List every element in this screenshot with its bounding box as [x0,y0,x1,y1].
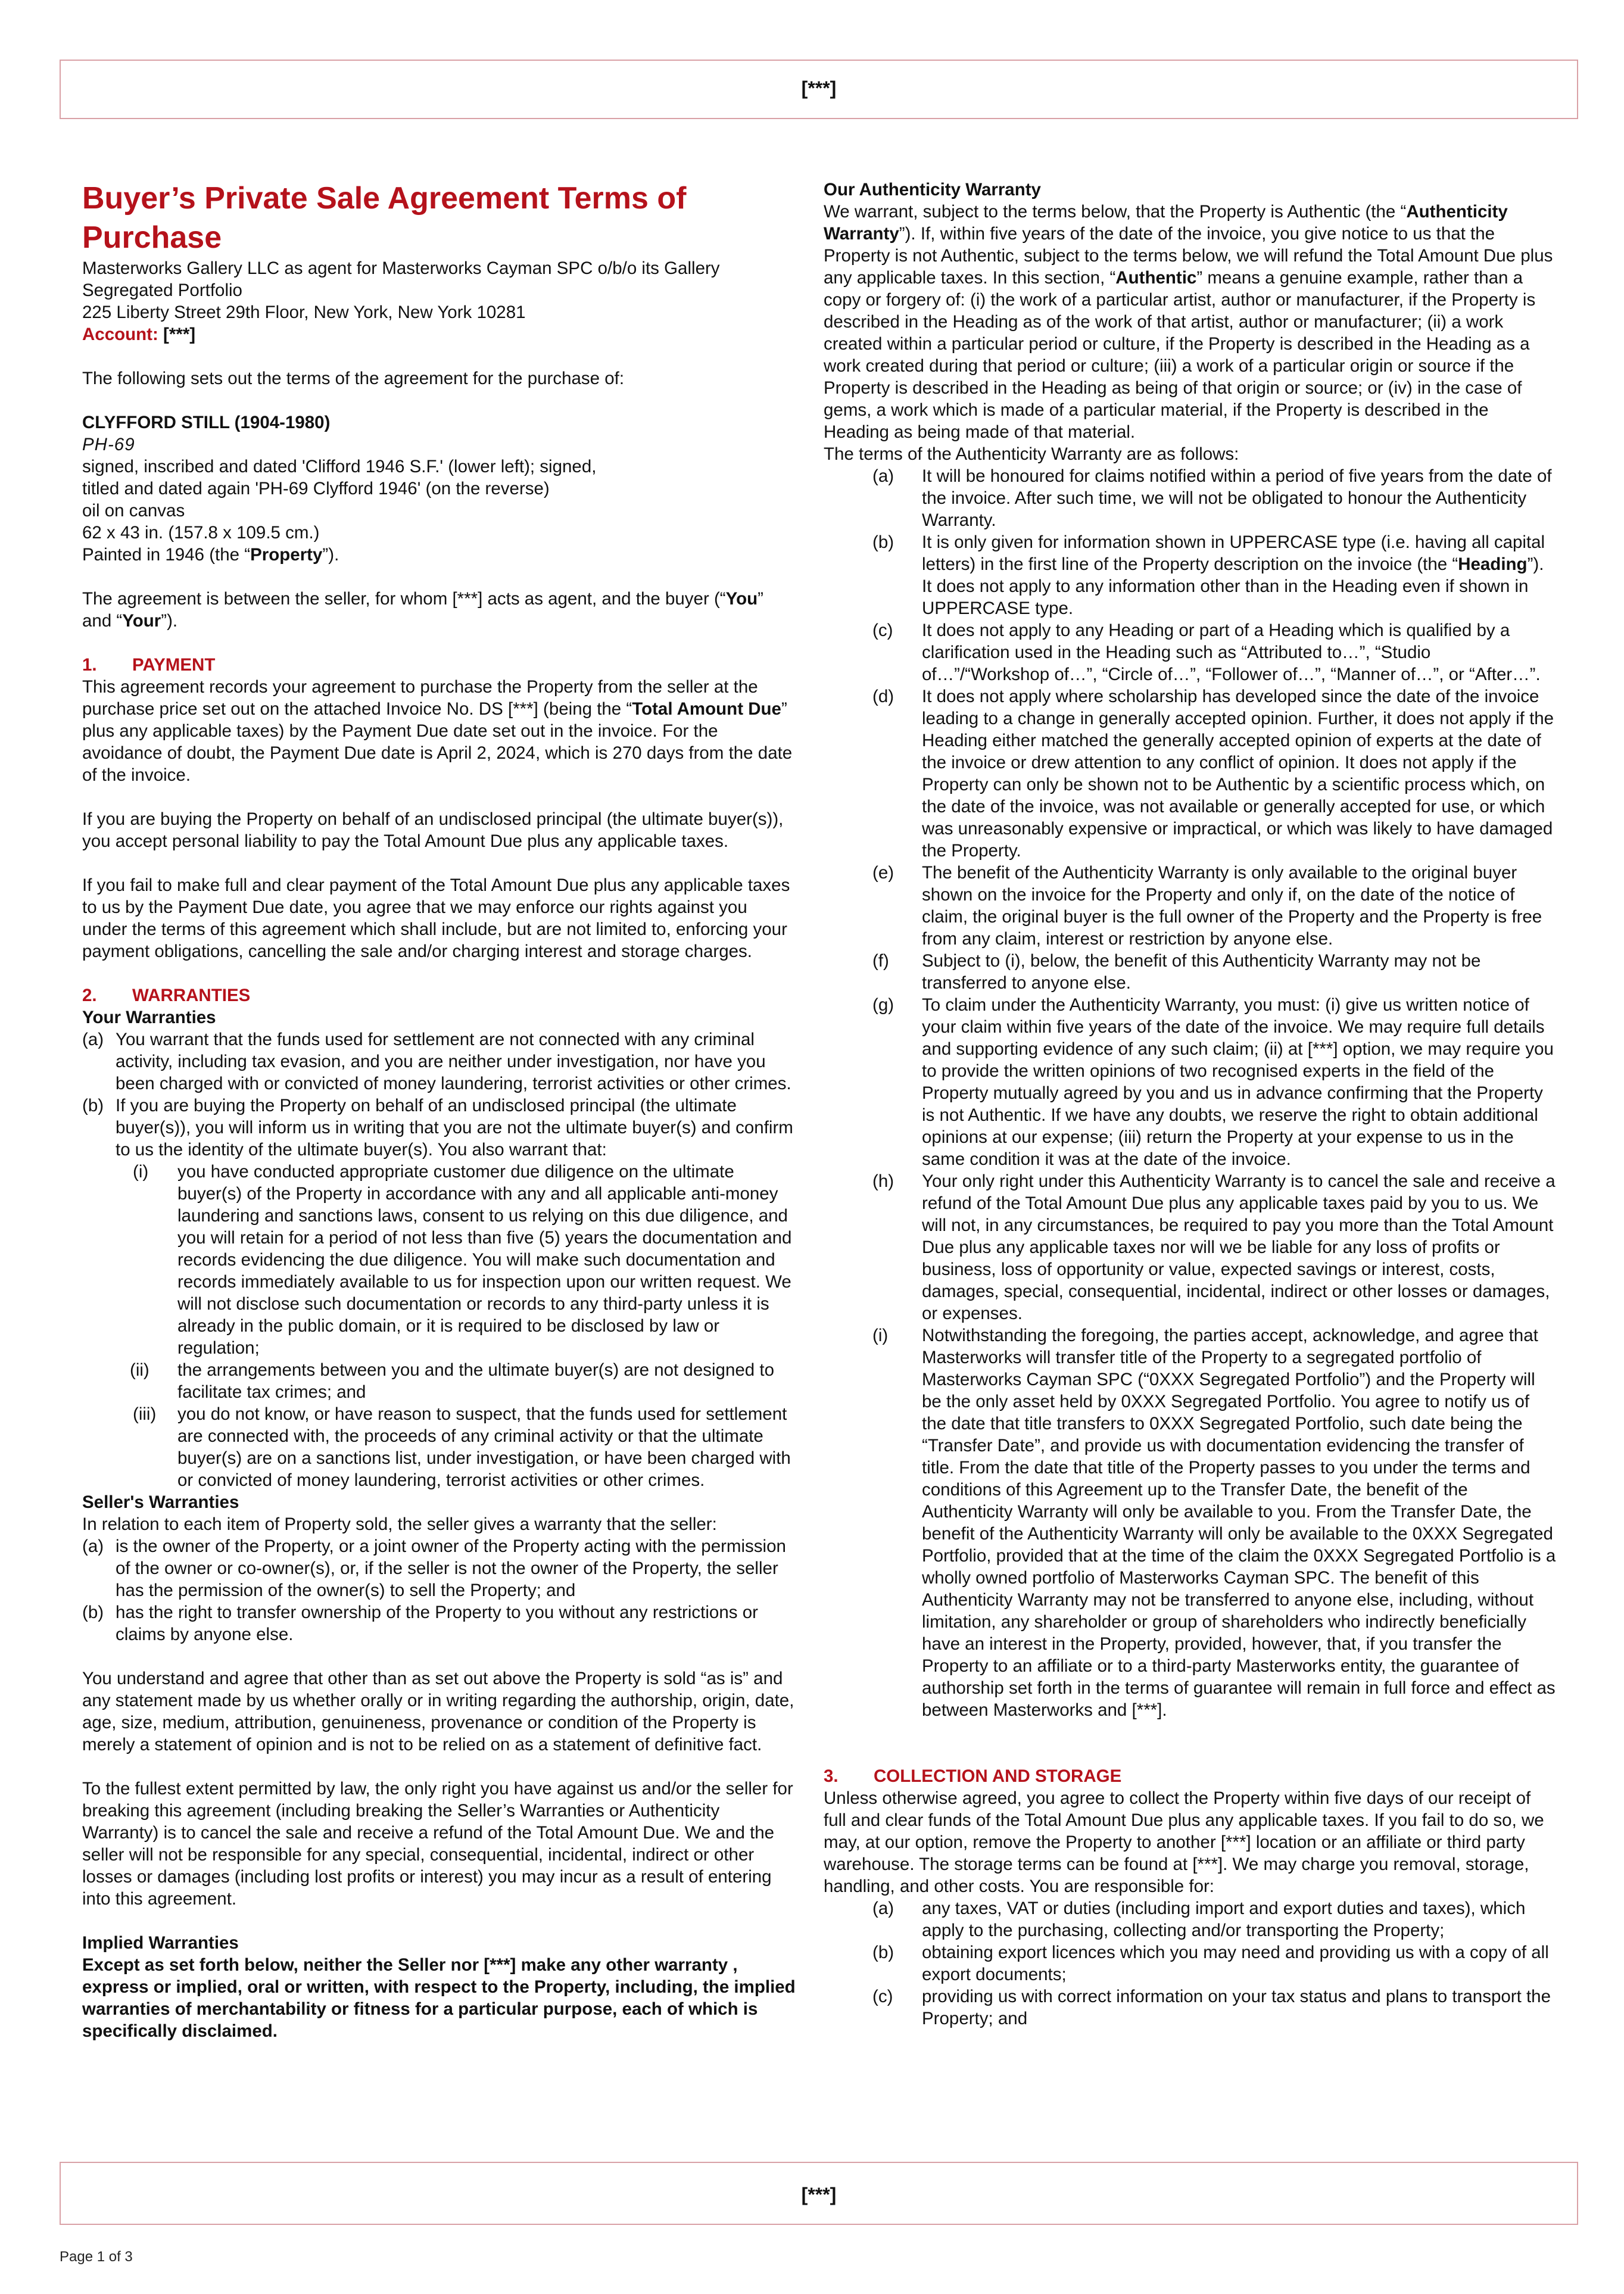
list-item: (b) obtaining export licences which you may need and providing us with a copy of all export documents; [872,1943,1549,1984]
list-item: (a) You warrant that the funds used for settlement are not connected with any criminal activity, including tax evasion, and you are neither under investigation, nor have you been charged with or convicted of money laundering, terrorist activities or other crimes. [82,1030,791,1093]
limitation-paragraph: To the fullest extent permitted by law, the only right you have against us and/or the seller for breaking this agreement (including breaking the Seller’s Warranties or Authenticity Warranty) is to cancel the sale and receive a refund of the Total Amount Due. We and the seller will not be responsible for any special, consequential, incidental, indirect or other losses or damages (including lost profits or interest) you may incur as a result of entering into this agreement. [82,1779,793,1909]
parties-paragraph: The agreement is between the seller, for whom [***] acts as agent, and the buyer (“You” and “Your”). [82,589,763,631]
artwork-line: titled and dated again 'PH-69 Clyfford 1946' (on the reverse) [82,479,550,498]
collection-paragraph: Unless otherwise agreed, you agree to collect the Property within five days of our receipt of full and clear funds of the Total Amount Due plus any applicable taxes. If you fail to do so, we may, at our option, remove the Property to another [***] location or an affiliate or third party warehouse. The storage terms can be found at [***]. We may charge you removal, storage, handling, and other costs. You are responsible for: [824,1788,1544,1896]
page-header-box [60,60,1578,119]
payment-paragraph: If you fail to make full and clear payment of the Total Amount Due plus any applicable taxes to us by the Payment Due date, you agree that we may enforce our rights against you under the terms of this agreement which shall include, but are not limited to, enforcing your payment obligations, cancelling the sale and/or charging interest and storage charges. [82,875,790,961]
list-item: (ii) the arrangements between you and the ultimate buyer(s) are not designed to facilitate tax crimes; and [130,1360,774,1402]
account-value: [***] [163,325,196,344]
artwork-line: signed, inscribed and dated 'Clifford 1946 S.F.' (lower left); signed, [82,457,597,476]
authenticity-paragraph: We warrant, subject to the terms below, that the Property is Authentic (the “Authenticity Warranty”). If, within five years of the date of the invoice, you give notice to us that the Property is not Authentic, subject to the terms below, we will refund the Total Amount Due plus any applicable taxes. In this section, “Authentic” means a genuine example, rather than a copy or forgery of: (i) the work of a particular artist, author or manufacturer, if the Property is described in the Heading as of the work of that artist, author or manufacturer; (ii) a work created within a particular period or culture, if the Property is described in the Heading as a work created during that period or culture; (iii) a work of a particular origin or source if the Property is described in the Heading as being of that origin or source; or (iv) in the case of gems, a work which is made of a particular material, if the Property is described in the Heading as being made of that material. [824,202,1553,442]
header-redacted-text: [***] [801,77,837,99]
list-item: (i) you have conducted appropriate customer due diligence on the ultimate buyer(s) of the Property in accordance with any and all applicable anti-money laundering and sanctions laws, consent to us relying on this due diligence, and you will retain for a period of not less than five (5) years the documentation and records evidencing the due diligence. You will make such documentation and records immediately available to us for inspection upon our written request. We will not disclose such documentation or records to any third-party unless it is already in the public domain, or it is required to be disclosed by law or regulation; [133,1162,792,1358]
list-item: (b) If you are buying the Property on behalf of an undisclosed principal (the ultimate buyer(s)), you will inform us in writing that you are not the ultimate buyer(s) and confirm to us the identity of the ultimate buyer(s). You also warrant that: [82,1096,793,1160]
list-item: (c) It does not apply to any Heading or part of a Heading which is qualified by a clarification used in the Heading such as “Attributed to…”, “Studio of…”/“Workshop of…”, “Circle of…”, “Follower of…”, “Manner of…”, or “After…”. [872,621,1541,684]
subheading-your-warranties: Your Warranties [82,1008,216,1027]
artwork-line: 62 x 43 in. (157.8 x 109.5 cm.) [82,523,320,543]
subheading-sellers-warranties: Seller's Warranties [82,1492,239,1512]
list-item: (b) has the right to transfer ownership of the Property to you without any restrictions or claims by anyone else. [82,1603,758,1644]
list-item: (a) any taxes, VAT or duties (including import and export duties and taxes), which apply to the purchasing, collecting and/or transporting the Property; [872,1899,1526,1940]
sellers-intro: In relation to each item of Property sold, the seller gives a warranty that the seller: [82,1514,717,1534]
footer-redacted-text: [***] [801,2184,837,2205]
as-is-paragraph: You understand and agree that other than as set out above the Property is sold “as is” and any statement made by us whether orally or in writing regarding the authorship, origin, date, age, size, medium, attribution, genuineness, provenance or condition of the Property is merely a statement of opinion and is not to be relied on as a statement of definitive fact. [82,1669,794,1754]
account-line [82,323,797,345]
list-item: (iii) you do not know, or have reason to suspect, that the funds used for settlement are connected with, the proceeds of any criminal activity or that the ultimate buyer(s) are on a sanctions list, under investigation, or have been charged with or convicted of money laundering, terrorist activities or other crimes. [133,1404,791,1490]
list-item: (f) Subject to (i), below, the benefit of this Authenticity Warranty may not be transferred to anyone else. [872,951,1481,993]
section-heading-collection: 3. COLLECTION AND STORAGE [824,1766,1122,1786]
account-label: Account: [82,325,158,344]
list-item: (e) The benefit of the Authenticity Warranty is only available to the original buyer shown on the invoice for the Property and only if, on the date of the notice of claim, the original buyer is the full owner of the Property and the Property is free from any claim, interest or restriction by anyone else. [872,863,1542,949]
list-item: (g) To claim under the Authenticity Warranty, you must: (i) give us written notice of your claim within five years of the date of the invoice. We may require full details and supporting evidence of any such claim; (ii) at [***] option, we may require you to provide the written opinions of two recognised experts in the field of the Property mutually agreed by you and us in advance confirming that the Property is not Authentic. If we have any doubts, we reserve the right to obtain additional opinions at our expense; (iii) return the Property at your expense to us in the same condition it was at the date of the invoice. [872,995,1554,1169]
document-title: Buyer’s Private Sale Agreement Terms of Purchase [82,181,687,255]
page-number: Page 1 of 3 [60,2249,133,2265]
left-column [82,179,797,2042]
artwork-line: oil on canvas [82,501,185,520]
agent-line: Masterworks Gallery LLC as agent for Masterworks Cayman SPC o/b/o its Gallery Segregated Portfolio [82,258,720,300]
list-item: (a) is the owner of the Property, or a joint owner of the Property acting with the permission of the owner or co-owner(s), or, if the seller is not the owner of the Property, the seller has the permission of the owner(s) to sell the Property; and [82,1536,786,1600]
payment-paragraph: If you are buying the Property on behalf of an undisclosed principal (the ultimate buyer(s)), you accept personal liability to pay the Total Amount Due plus any applicable taxes. [82,809,784,851]
list-item: (d) It does not apply where scholarship has developed since the date of the invoice leading to a change in generally accepted opinion. Further, it does not apply if the Heading either matched the generally accepted opinion of experts at the date of the invoice or drew attention to any conflict of opinion. It does not apply if the Property can only be shown not to be Authentic by a scientific process which, on the date of the invoice, was not available or generally accepted for use, or which was unreasonably expensive or impractical, or which was likely to have damaged the Property. [872,687,1554,861]
intro-text: The following sets out the terms of the agreement for the purchase of: [82,369,625,388]
artist-name: CLYFFORD STILL (1904-1980) [82,413,331,432]
list-item: (h) Your only right under this Authenticity Warranty is to cancel the sale and receive a refund of the Total Amount Due plus any applicable taxes paid by you to us. We will not, in any circumstances, be required to pay you more than the Total Amount Due plus any applicable taxes nor will we be liable for any loss of profits or business, loss of opportunity or value, expected savings or interest, costs, damages, special, consequential, incidental, indirect or other losses or damages, or expenses. [872,1171,1556,1323]
implied-warranties-text: Except as set forth below, neither the Seller nor [***] make any other warranty , express or implied, oral or written, with respect to the Property, including, the implied warranties of merchantability or fitness for a particular purpose, each of which is specifically disclaimed. [82,1955,796,2041]
page-footer-box [60,2162,1578,2225]
list-item: (i) Notwithstanding the foregoing, the parties accept, acknowledge, and agree that Masterworks will transfer title of the Property to a segregated portfolio of Masterworks Cayman SPC (“0XXX Segregated Portfolio”) and the Property will be the only asset held by 0XXX Segregated Portfolio. You agree to notify us of the date that title transfers to 0XXX Segregated Portfolio, such date being the “Transfer Date”, and provide us with documentation evidencing the transfer of title. From the date that title of the Property passes to you under the terms and conditions of this Agreement up to the Transfer Date, the benefit of the Authenticity Warranty will only be available to you. From the Transfer Date, the benefit of the Authenticity Warranty will only be available to the 0XXX Segregated Portfolio, provided that at the time of the claim the 0XXX Segregated Portfolio is a wholly owned portfolio of Masterworks Cayman SPC. The benefit of this Authenticity Warranty may not be transferred to anyone else, including, without limitation, any shareholder or group of shareholders who indirectly beneficially have an interest in the Property, provided, however, that, if you transfer the Property to an affiliate or to a third-party Masterworks entity, the guarantee of authorship set forth in the terms of guarantee will remain in full force and effect as between Masterworks and [***]. [872,1326,1556,1720]
address-line: 225 Liberty Street 29th Floor, New York, New York 10281 [82,303,526,322]
list-item: (a) It will be honoured for claims notified within a period of five years from the date of the invoice. After such time, we will not be obligated to honour the Authenticity Warranty. [872,466,1552,530]
artwork-title: PH-69 [82,435,135,454]
subheading-authenticity: Our Authenticity Warranty [824,180,1041,200]
terms-intro: The terms of the Authenticity Warranty are as follows: [824,444,1239,464]
section-heading-warranties: 2. WARRANTIES [82,986,251,1005]
list-item: (c) providing us with correct information on your tax status and plans to transport the Property; and [872,1987,1551,2028]
subheading-implied-warranties: Implied Warranties [82,1933,239,1953]
right-column [824,179,1557,2030]
list-item: (b) It is only given for information shown in UPPERCASE type (i.e. having all capital letters) in the first line of the Property description on the invoice (the “Heading”). It does not apply to any information other than in the Heading even if shown in UPPERCASE type. [872,532,1545,618]
section-heading-payment: 1. PAYMENT [82,655,216,675]
painted-line: Painted in 1946 (the “Property”). [82,545,339,565]
payment-paragraph: This agreement records your agreement to purchase the Property from the seller at the purchase price set out on the attached Invoice No. DS [***] (being the “Total Amount Due” plus any applicable taxes) by the Payment Due date set out in the invoice. For the avoidance of doubt, the Payment Due date is April 2, 2024, which is 270 days from the date of the invoice. [82,677,793,785]
